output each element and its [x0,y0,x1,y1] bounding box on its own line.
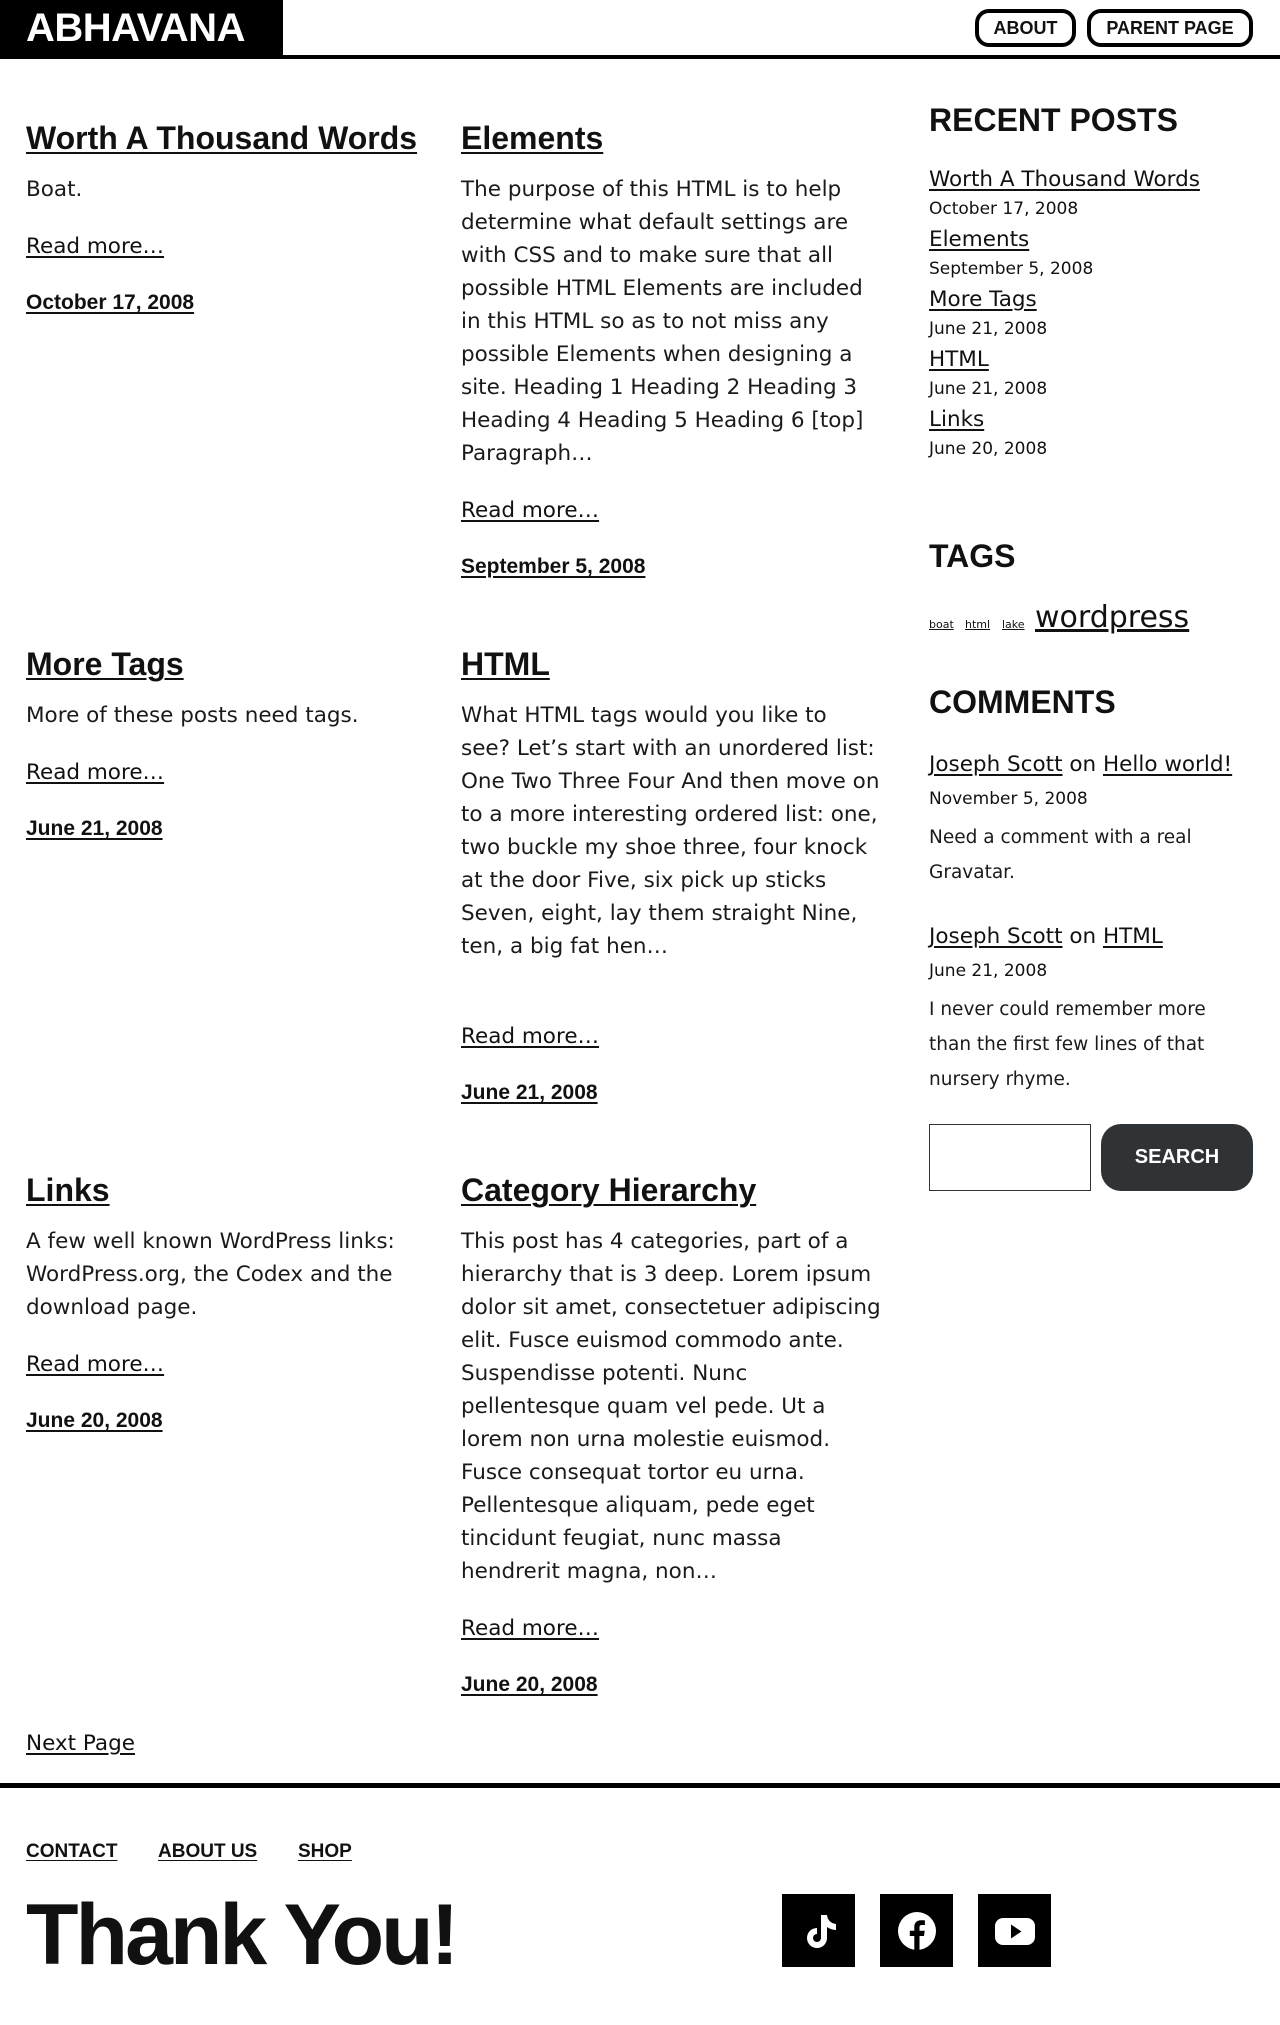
read-more-link[interactable]: Read more… [461,1024,600,1049]
nav-parent-page-button[interactable]: PARENT PAGE [1087,9,1253,47]
recent-posts-heading: RECENT POSTS [929,102,1178,138]
footer-link-contact[interactable]: CONTACT [26,1841,118,1862]
youtube-icon[interactable] [978,1894,1051,1967]
comment-text: I never could remember more than the first few lines of that nursery rhyme. [929,999,1206,1090]
post-date[interactable]: June 21, 2008 [461,1081,598,1104]
comment-meta [929,750,1232,780]
post-excerpt: This post has 4 categories, part of a hierarchy that is 3 deep. Lorem ipsum dolor sit amet, consectetuer adipiscing elit. Fusce euismod commodo ante. Suspendisse potenti. Nunc pellentesque quam vel pede. Ut a lorem non urna molestie euismod. Fusce consequat tortor eu urna. Pellentesque aliquam, pede eget tincidunt feugiat, nunc massa hendrerit magna, non… [461,1229,881,1584]
post-title[interactable]: Worth A Thousand Words [26,120,418,156]
post-title[interactable]: Category Hierarchy [461,1172,757,1208]
next-page-link[interactable]: Next Page [26,1731,135,1756]
tags-heading: TAGS [929,538,1016,574]
recent-post-link[interactable]: More Tags [929,287,1037,312]
post-title[interactable]: HTML [461,646,550,682]
comment-date: June 21, 2008 [929,961,1048,981]
tag-link-lake[interactable]: lake [1002,618,1025,631]
post-date[interactable]: June 21, 2008 [26,817,163,840]
post-title[interactable]: More Tags [26,646,184,682]
comment-author-link[interactable]: Joseph Scott [929,924,1063,949]
recent-post-date: June 20, 2008 [929,439,1048,459]
footer-thank-you-heading: Thank You! [26,1887,457,1983]
post-excerpt: The purpose of this HTML is to help determine what default settings are with CSS and to make sure that all possible HTML Elements are included in this HTML so as to not miss any possible Elements when designing a site. Heading 1 Heading 2 Heading 3 Heading 4 Heading 5 Heading 6 [top] Paragraph… [461,177,864,466]
site-title[interactable]: ABHAVANA [0,0,283,56]
recent-post-date: September 5, 2008 [929,259,1094,279]
recent-post-date: October 17, 2008 [929,199,1079,219]
recent-post-link[interactable]: Worth A Thousand Words [929,167,1200,192]
comments-heading: COMMENTS [929,684,1116,720]
recent-post-date: June 21, 2008 [929,319,1048,339]
post-excerpt: More of these posts need tags. [26,703,359,728]
footer-link-shop[interactable]: SHOP [298,1841,352,1862]
post-excerpt: A few well known WordPress links: WordPress.org, the Codex and the download page. [26,1229,395,1320]
comment-on-text: on [1069,752,1097,777]
post-excerpt: What HTML tags would you like to see? Let’s start with an unordered list: One Two Three Four And then move on to a more interesting ordered list: one, two buckle my shoe three, four knock at the door Five, six pick up sticks Seven, eight, lay them straight Nine, ten, a big fat hen… [461,703,880,959]
footer-divider [0,1783,1280,1788]
recent-post-link[interactable]: Links [929,407,985,432]
search-input[interactable] [929,1124,1091,1191]
tag-link-boat[interactable]: boat [929,618,954,631]
recent-post-date: June 21, 2008 [929,379,1048,399]
read-more-link[interactable]: Read more… [26,234,165,259]
header-divider [0,55,1280,59]
search-button[interactable]: SEARCH [1101,1124,1253,1191]
post-date[interactable]: June 20, 2008 [461,1673,598,1696]
comment-on-text: on [1069,924,1097,949]
comment-post-link[interactable]: Hello world! [1102,752,1233,777]
comment-text: Need a comment with a real Gravatar. [929,827,1192,883]
post-date[interactable]: October 17, 2008 [26,291,195,314]
post-date[interactable]: June 20, 2008 [26,1409,163,1432]
facebook-icon[interactable] [880,1894,953,1967]
comment-author-link[interactable]: Joseph Scott [929,752,1063,777]
recent-post-link[interactable]: HTML [929,347,989,372]
read-more-link[interactable]: Read more… [461,1616,600,1641]
comment-meta [929,922,1163,952]
post-title[interactable]: Elements [461,120,604,156]
nav-about-button[interactable]: ABOUT [975,9,1076,47]
recent-post-link[interactable]: Elements [929,227,1030,252]
tiktok-icon[interactable] [782,1894,855,1967]
footer-link-about-us[interactable]: ABOUT US [158,1841,258,1862]
post-excerpt: Boat. [26,177,83,202]
comment-post-link[interactable]: HTML [1102,924,1163,949]
comment-date: November 5, 2008 [929,789,1088,809]
tag-link-wordpress[interactable]: wordpress [1035,600,1190,635]
post-title[interactable]: Links [26,1172,110,1208]
read-more-link[interactable]: Read more… [26,760,165,785]
read-more-link[interactable]: Read more… [26,1352,165,1377]
post-date[interactable]: September 5, 2008 [461,555,646,578]
tag-link-html[interactable]: html [965,618,991,631]
read-more-link[interactable]: Read more… [461,498,600,523]
